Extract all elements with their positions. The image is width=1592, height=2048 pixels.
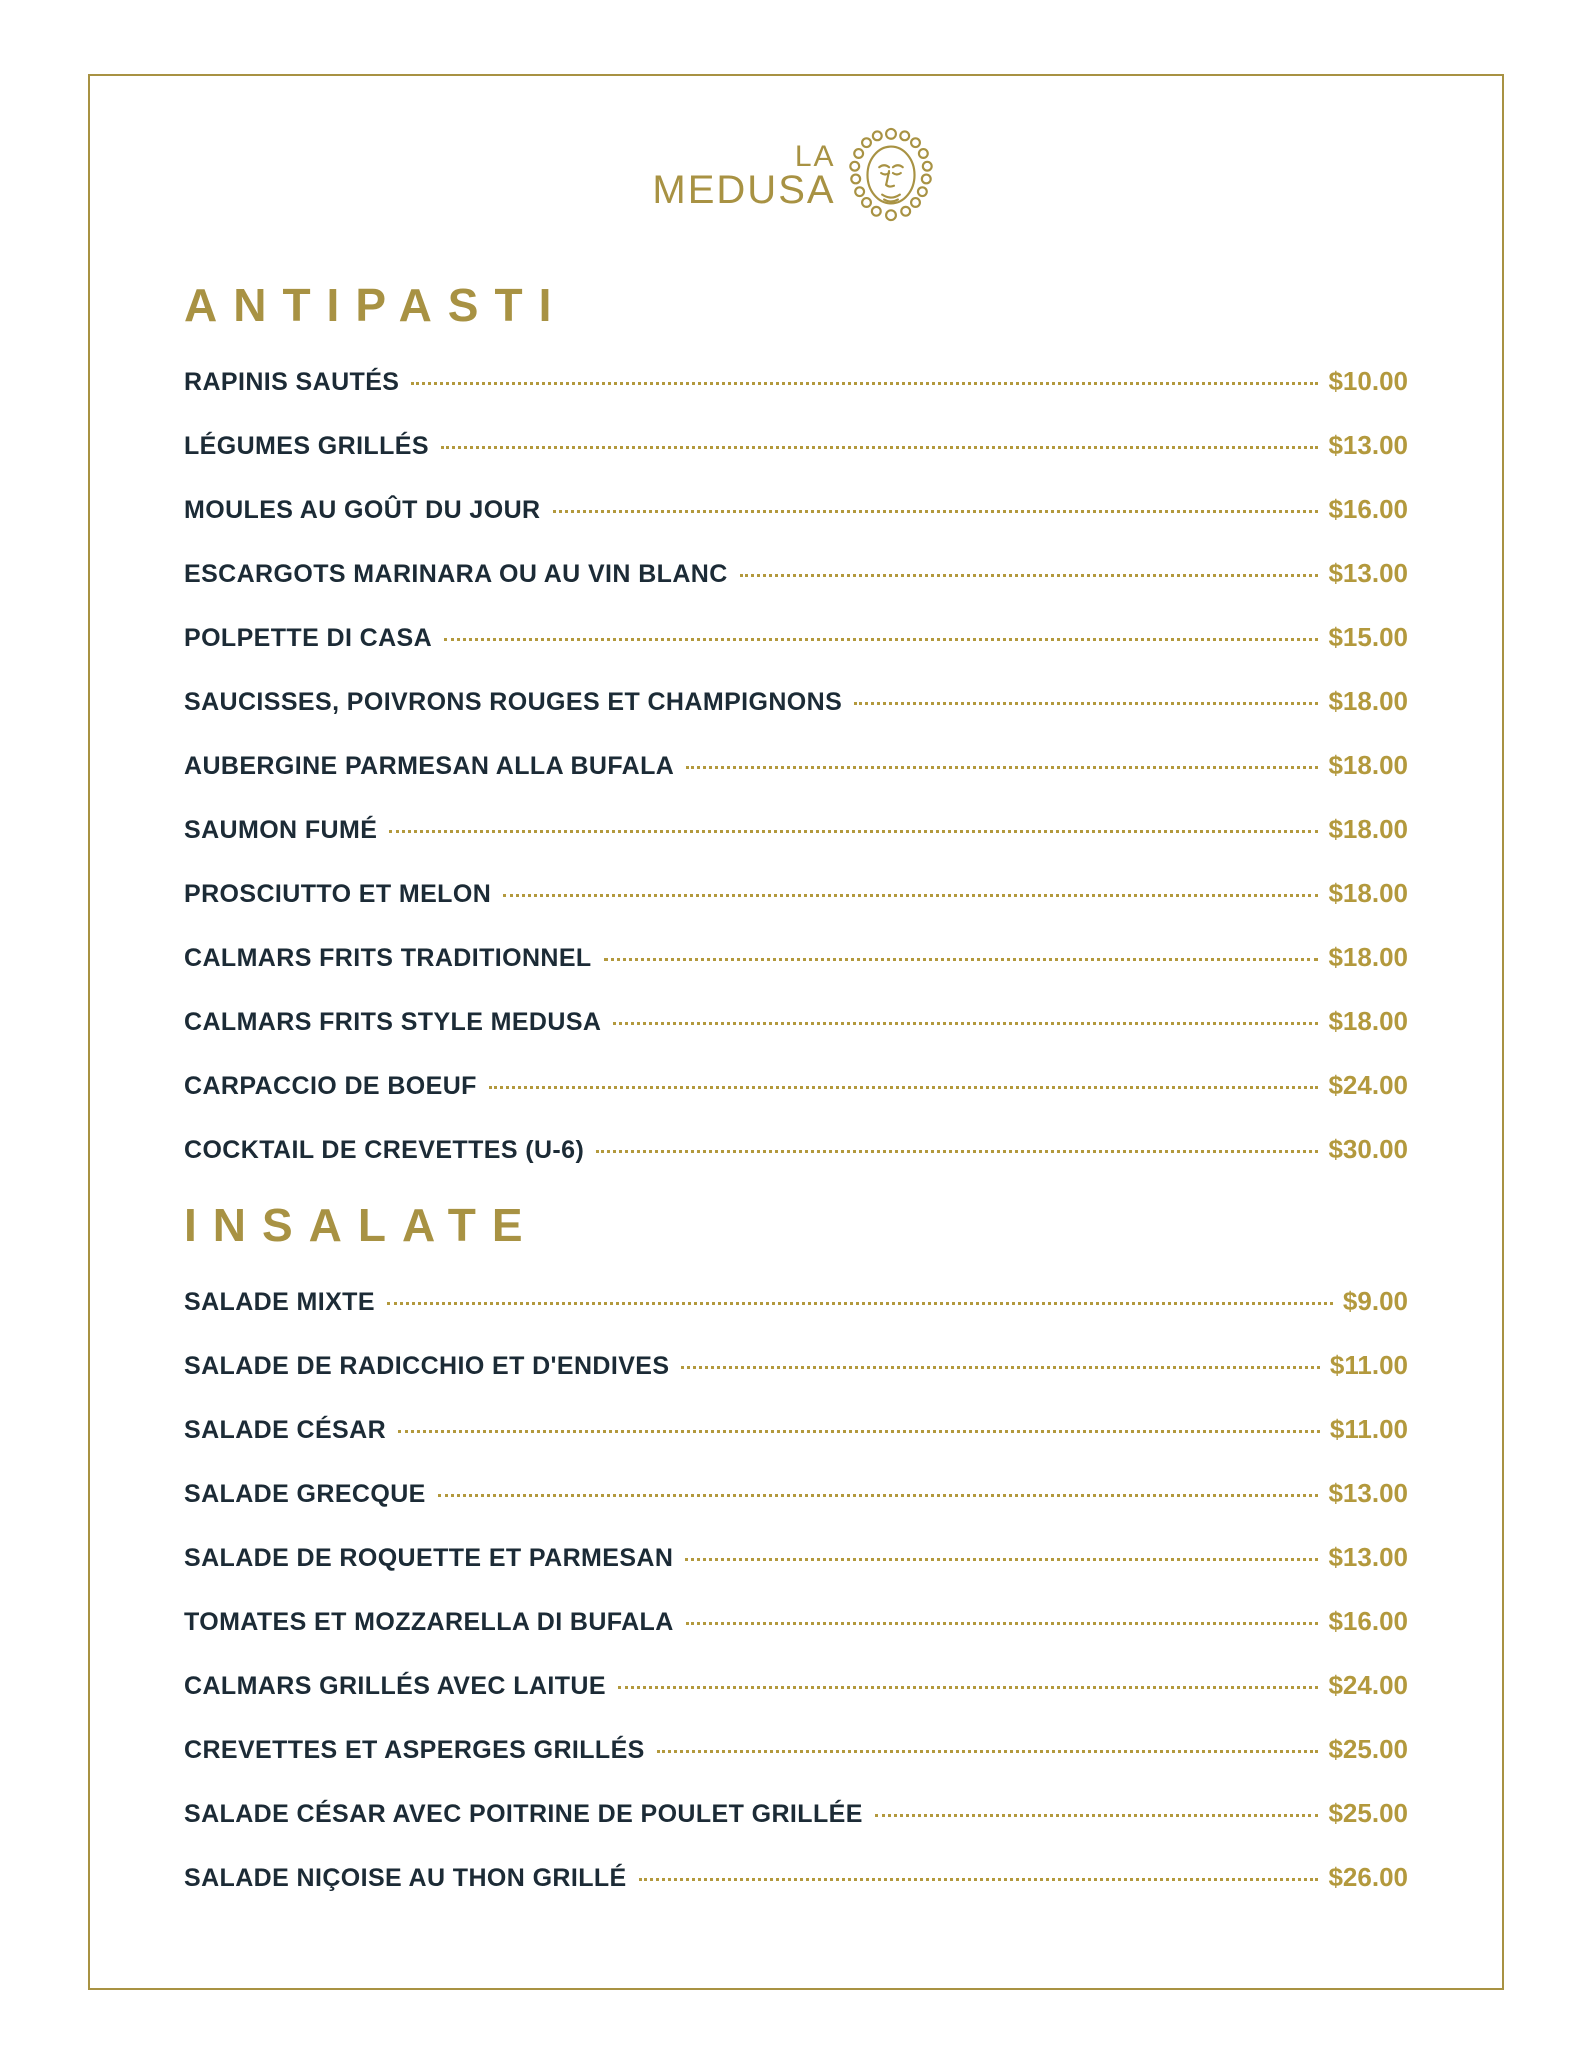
section-title: ANTIPASTI (184, 279, 568, 331)
item-price: $24.00 (1328, 1670, 1408, 1700)
dot-leader (398, 1430, 1320, 1433)
item-price: $10.00 (1328, 366, 1408, 396)
menu-item-row (184, 750, 1408, 781)
dot-leader (389, 830, 1318, 833)
dot-leader (740, 574, 1319, 577)
dot-leader (618, 1686, 1319, 1689)
item-price: $11.00 (1329, 1350, 1408, 1380)
menu-section (184, 1198, 1408, 1893)
dot-leader (387, 1302, 1333, 1305)
dot-leader (596, 1150, 1318, 1153)
menu-item-row (184, 1414, 1408, 1445)
dot-leader (503, 894, 1318, 897)
item-name: RAPINIS SAUTÉS (184, 368, 400, 396)
medusa-head-icon (842, 124, 940, 228)
item-name: SALADE GRECQUE (184, 1480, 426, 1508)
item-name: COCKTAIL DE CREVETTES (U-6) (184, 1136, 585, 1164)
menu-item-row (184, 1478, 1408, 1509)
menu-item-row (184, 686, 1408, 717)
item-price: $13.00 (1328, 430, 1408, 460)
item-price: $18.00 (1328, 942, 1408, 972)
menu-item-row (184, 1670, 1408, 1701)
dot-leader (639, 1878, 1319, 1881)
item-name: PROSCIUTTO ET MELON (184, 880, 492, 908)
dot-leader (411, 382, 1318, 385)
item-price: $18.00 (1328, 878, 1408, 908)
section-items (184, 1286, 1408, 1893)
item-price: $16.00 (1328, 1606, 1408, 1636)
section-items (184, 366, 1408, 1165)
menu-sections (184, 278, 1408, 1893)
item-price: $25.00 (1328, 1798, 1408, 1828)
item-name: SAUCISSES, POIVRONS ROUGES ET CHAMPIGNONS (184, 688, 843, 716)
item-name: CALMARS FRITS TRADITIONNEL (184, 944, 592, 972)
dot-leader (441, 446, 1319, 449)
menu-item-row (184, 1798, 1408, 1829)
menu-item-row (184, 494, 1408, 525)
dot-leader (854, 702, 1318, 705)
item-price: $26.00 (1328, 1862, 1408, 1892)
logo-line-medusa: MEDUSA (652, 168, 836, 213)
dot-leader (685, 1558, 1318, 1561)
item-price: $13.00 (1328, 558, 1408, 588)
menu-item-row (184, 622, 1408, 653)
dot-leader (686, 766, 1318, 769)
item-price: $30.00 (1328, 1134, 1408, 1164)
menu-section (184, 278, 1408, 1165)
logo-text (652, 139, 836, 213)
menu-item-row (184, 558, 1408, 589)
logo-line-la: LA (794, 139, 836, 173)
item-price: $13.00 (1328, 1542, 1408, 1572)
menu-item-row (184, 942, 1408, 973)
menu-item-row (184, 1542, 1408, 1573)
dot-leader (489, 1086, 1319, 1089)
item-name: SALADE DE ROQUETTE ET PARMESAN (184, 1544, 674, 1572)
dot-leader (681, 1366, 1319, 1369)
item-name: MOULES AU GOÛT DU JOUR (184, 496, 541, 524)
item-price: $16.00 (1328, 494, 1408, 524)
menu-item-row (184, 1134, 1408, 1165)
menu-item-row (184, 1734, 1408, 1765)
item-name: SALADE DE RADICCHIO ET D'ENDIVES (184, 1352, 670, 1380)
item-name: SAUMON FUMÉ (184, 816, 378, 844)
item-price: $25.00 (1328, 1734, 1408, 1764)
item-price: $24.00 (1328, 1070, 1408, 1100)
dot-leader (438, 1494, 1319, 1497)
item-price: $18.00 (1328, 750, 1408, 780)
item-name: SALADE CÉSAR AVEC POITRINE DE POULET GRILLÉE (184, 1800, 863, 1828)
item-name: LÉGUMES GRILLÉS (184, 432, 429, 460)
item-name: SALADE CÉSAR (184, 1416, 387, 1444)
menu-item-row (184, 1606, 1408, 1637)
item-price: $15.00 (1328, 622, 1408, 652)
menu-item-row (184, 878, 1408, 909)
item-name: TOMATES ET MOZZARELLA DI BUFALA (184, 1608, 674, 1636)
dot-leader (444, 638, 1318, 641)
item-name: ESCARGOTS MARINARA OU AU VIN BLANC (184, 560, 728, 588)
item-name: POLPETTE DI CASA (184, 624, 433, 652)
menu-content (88, 74, 1504, 1990)
restaurant-logo (184, 124, 1408, 228)
item-price: $18.00 (1328, 686, 1408, 716)
item-name: CALMARS FRITS STYLE MEDUSA (184, 1008, 602, 1036)
menu-item-row (184, 366, 1408, 397)
menu-item-row (184, 814, 1408, 845)
item-name: SALADE MIXTE (184, 1288, 375, 1316)
item-name: CALMARS GRILLÉS AVEC LAITUE (184, 1672, 606, 1700)
dot-leader (875, 1814, 1319, 1817)
menu-item-row (184, 1286, 1408, 1317)
item-price: $13.00 (1328, 1478, 1408, 1508)
menu-item-row (184, 1070, 1408, 1101)
item-name: CREVETTES ET ASPERGES GRILLÉS (184, 1736, 645, 1764)
item-price: $18.00 (1328, 814, 1408, 844)
menu-item-row (184, 1006, 1408, 1037)
item-name: AUBERGINE PARMESAN ALLA BUFALA (184, 752, 675, 780)
section-title: INSALATE (184, 1199, 539, 1251)
item-price: $11.00 (1329, 1414, 1408, 1444)
item-name: CARPACCIO DE BOEUF (184, 1072, 477, 1100)
item-price: $9.00 (1342, 1286, 1408, 1316)
menu-item-row (184, 1862, 1408, 1893)
dot-leader (553, 510, 1319, 513)
dot-leader (686, 1622, 1319, 1625)
menu-item-row (184, 430, 1408, 461)
item-name: SALADE NIÇOISE AU THON GRILLÉ (184, 1864, 627, 1892)
dot-leader (657, 1750, 1319, 1753)
dot-leader (604, 958, 1319, 961)
dot-leader (613, 1022, 1318, 1025)
menu-item-row (184, 1350, 1408, 1381)
item-price: $18.00 (1328, 1006, 1408, 1036)
